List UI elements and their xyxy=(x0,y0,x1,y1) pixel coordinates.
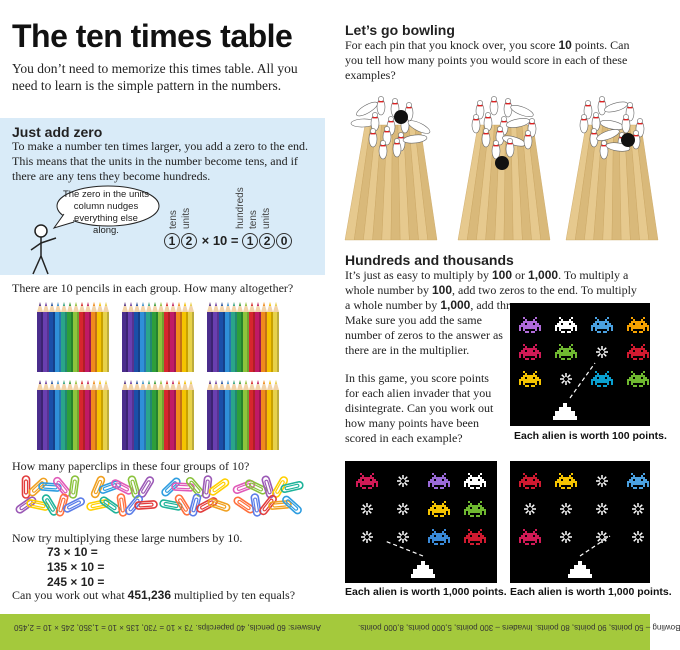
just-add-zero-text: To make a number ten times larger, you add a zero to the end. This means that the units in the number become tens, and if there are any tens they become hundreds. xyxy=(12,139,309,183)
times-ten: × 10 = xyxy=(201,233,239,248)
result-digit-circle: 0 xyxy=(276,233,292,249)
paperclip-group xyxy=(90,477,156,519)
just-add-zero-heading: Just add zero xyxy=(12,124,103,140)
final-question-number: 451,236 xyxy=(127,588,172,602)
digit-circle: 1 xyxy=(164,233,180,249)
caption-game-3: Each alien is worth 1,000 points. xyxy=(510,586,672,598)
intro-text: You don’t need to memorize this times table. All you need to learn is the simple pattern in the numbers. xyxy=(12,61,298,93)
label-tens-2: tens xyxy=(248,210,259,229)
final-question-after: multiplied by ten equals? xyxy=(171,588,296,602)
t: or xyxy=(512,268,529,282)
pencil-group xyxy=(122,302,196,372)
t-bold: 1,000 xyxy=(440,298,471,312)
t-bold: 100 xyxy=(492,268,513,282)
label-tens: tens xyxy=(168,210,179,229)
sum-245: 245 × 10 = xyxy=(47,575,105,589)
t-bold: 1,000 xyxy=(528,268,559,282)
pencil-group xyxy=(37,380,111,450)
paperclip-group xyxy=(18,477,84,519)
answers-right: Bowling – 50 points, 90 points, 80 points. Invaders – 300 points, 5,000 points, 8,000 points. xyxy=(358,623,680,632)
speech-bubble-text: The zero in the units column nudges everything else along. xyxy=(62,189,150,236)
label-units-2: units xyxy=(261,207,272,229)
final-question-before: Can you work out what xyxy=(12,588,128,602)
bowling-text xyxy=(345,38,645,83)
caption-game-2: Each alien is worth 1,000 points. xyxy=(345,586,507,598)
digit-circle: 2 xyxy=(181,233,197,249)
invader-game-2 xyxy=(345,461,497,583)
invader-game-1 xyxy=(510,303,650,426)
large-numbers-intro: Now try multiplying these large numbers by 10. xyxy=(12,531,243,545)
label-units: units xyxy=(181,207,192,229)
pencil-group xyxy=(37,302,111,372)
t: It’s just as easy to multiply by xyxy=(345,268,492,282)
sum-73: 73 × 10 = xyxy=(47,545,98,559)
bowling-text-before: For each pin that you knock over, you score xyxy=(345,38,559,52)
label-hundreds: hundreds xyxy=(235,187,246,229)
hundreds-text-2: Make sure you add the same number of zeros to the answer as there are in the multiplier. xyxy=(345,313,503,357)
final-question xyxy=(12,588,295,603)
hundreds-heading: Hundreds and thousands xyxy=(345,252,514,268)
page-title: The ten times table xyxy=(12,18,293,54)
paperclip-group xyxy=(163,477,229,519)
pencil-group xyxy=(207,302,281,372)
t: , add three zeros. xyxy=(470,298,552,312)
footer-bar xyxy=(0,614,650,650)
pencil-group xyxy=(207,380,281,450)
bowling-points: 10 xyxy=(558,38,572,52)
bowling-lane-2 xyxy=(458,95,550,240)
paperclip-group xyxy=(236,477,302,519)
paperclip-question: How many paperclips in these four groups of 10? xyxy=(12,459,250,473)
bowling-heading: Let’s go bowling xyxy=(345,22,455,38)
pencil-group xyxy=(122,380,196,450)
pencil-question: There are 10 pencils in each group. How many altogether? xyxy=(12,281,294,295)
result-digit-circle: 1 xyxy=(242,233,258,249)
invader-game-3 xyxy=(510,461,650,583)
hundreds-text-3: In this game, you score points for each alien invader that you disintegrate. Can you work out how many points have been scored in each example? xyxy=(345,371,494,445)
bowling-lane-1 xyxy=(345,95,437,240)
answers-left: Answers: 60 pencils, 40 paperclips. 73 × 10 = 730, 135 × 10 = 1,350, 245 × 10 = 2,450 xyxy=(14,623,321,632)
t: , add two zeros to the end. To multiply a whole number by xyxy=(345,283,637,312)
sum-135: 135 × 10 = xyxy=(47,560,105,574)
bowling-lane-3 xyxy=(566,95,658,240)
t: . To multiply a whole number by xyxy=(345,268,629,297)
bowling-text-after: points. Can you tell how many points you would score in each of these examples? xyxy=(345,38,630,82)
t-bold: 100 xyxy=(431,283,453,297)
caption-game-1: Each alien is worth 100 points. xyxy=(514,430,667,442)
result-digit-circle: 2 xyxy=(259,233,275,249)
zero-equation xyxy=(164,233,293,249)
